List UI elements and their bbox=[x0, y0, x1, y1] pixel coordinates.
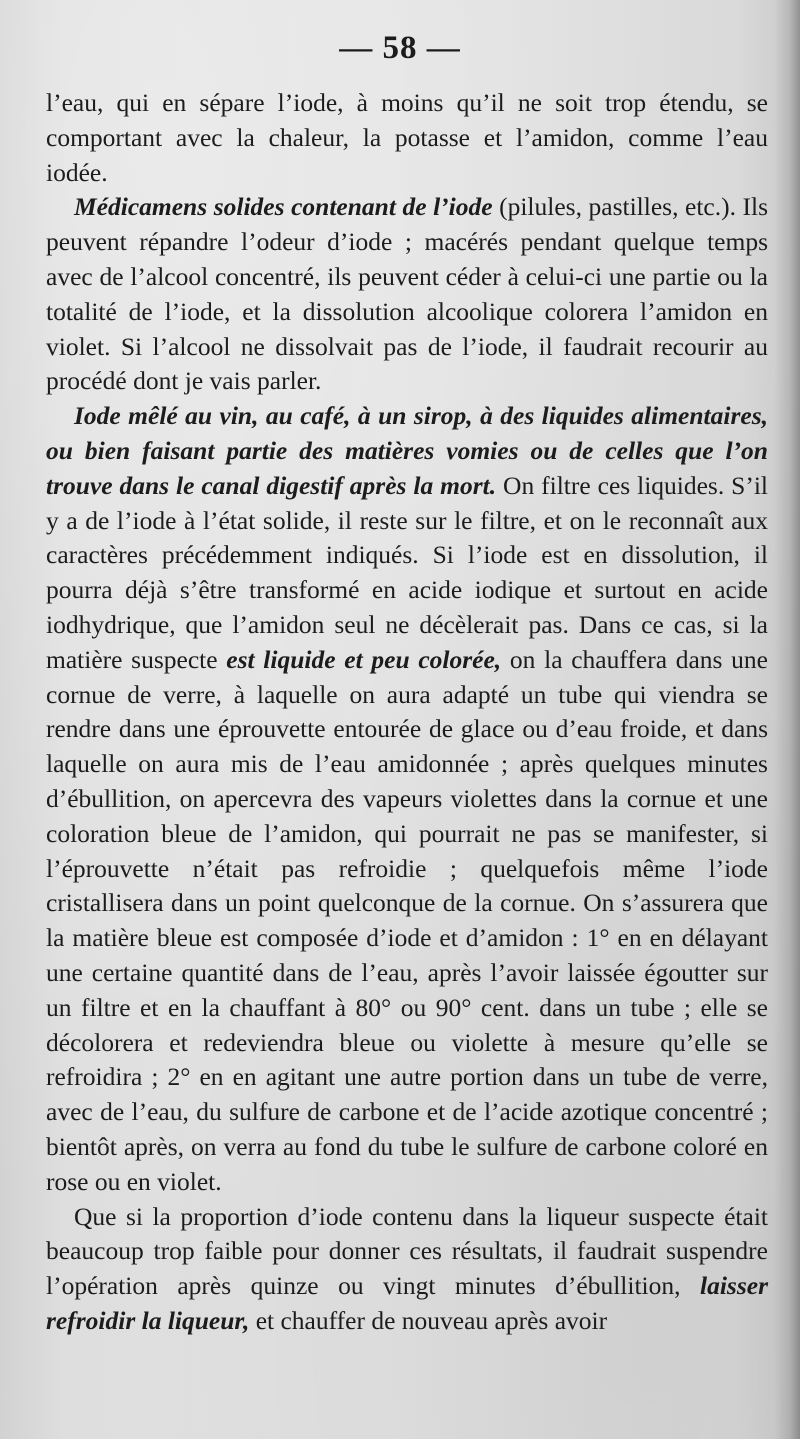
paragraph-text: On filtre ces liquides. S’il y a de l’iode à l’état solide, il reste sur le filtre, et on le reconnaît aux caractères précédemment indiqués. Si l’iode est en dissolution, il pourra déjà s’être transformé en acide iodique et surtout en acide iodhydrique, que l’amidon seul ne décèlerait pas. Dans ce cas, si la matière suspecte bbox=[46, 470, 769, 674]
italic-heading-text: Iode mêlé au vin, au café, à un sirop, à des liquides alimentaires, ou bien faisant partie des matières vomies ou de celles que l’on trouve dans le canal digestif après la mort. bbox=[46, 401, 768, 500]
paragraph-text: l’eau, qui en sépare l’iode, à moins qu’il ne soit trop étendu, se comportant avec la chaleur, la potasse et l’amidon, comme l’eau iodée. bbox=[46, 88, 768, 187]
page-number: — 58 — bbox=[339, 30, 461, 66]
italic-heading-text: Médicamens solides contenant de l’iode bbox=[74, 192, 493, 222]
body-text bbox=[46, 86, 768, 1339]
paragraph-text: on la chauffera dans une cornue de verre, à laquelle on aura adapté un tube qui viendra se rendre dans une éprouvette entourée de glace ou d’eau froide, et dans laquelle on aura mis de l’eau amidonnée ; après quelques minutes d’ébullition, on apercevra des vapeurs violettes dans la cornue et une coloration bleue de l’amidon, qui pourrait ne pas se manifester, si l’éprouvette n’était pas refroidie ; quelquefois même l’iode cristallisera dans un point quelconque de la cornue. On s’assurera que la matière bleue est composée d’iode et d’amidon : 1° en en délayant une certaine quantité dans de l’eau, après l’avoir laissée égoutter sur un filtre et en la chauffant à 80° ou 90° cent. dans un tube ; elle se décolorera et redeviendra bleue ou violette à mesure qu’elle se refroidira ; 2° en en agitant une autre portion dans un tube de verre, avec de l’eau, du sulfure de carbone et de l’acide azotique concentré ; bientôt après, on verra au fond du tube le sulfure de carbone coloré en rose ou en violet. bbox=[46, 644, 768, 1196]
italic-heading-text: laisser refroidir la liqueur, bbox=[46, 1271, 768, 1335]
paragraph-text: Que si la proportion d’iode contenu dans la liqueur suspecte était beaucoup trop faible pour donner ces résultats, il faudrait suspendre l’opération après quinze ou vingt minutes d’ébullition, bbox=[46, 1201, 768, 1301]
paragraph bbox=[46, 190, 768, 399]
paragraph-text: et chauffer de nouveau après avoir bbox=[249, 1305, 608, 1335]
italic-heading-text: est liquide et peu colorée, bbox=[226, 644, 502, 674]
paragraph bbox=[46, 399, 768, 1199]
page-edge-shadow bbox=[774, 0, 800, 1439]
paragraph-text: (pilules, pastilles, etc.). Ils peuvent répandre l’odeur d’iode ; macérés pendant quelque temps avec de l’alcool concentré, ils peuvent céder à celui-ci une partie ou la totalité de l’iode, et la dissolution alcoolique colorera l’amidon en violet. Si l’alcool ne dissolvait pas de l’iode, il faudrait recourir au procédé dont je vais parler. bbox=[46, 192, 768, 396]
paragraph bbox=[46, 1200, 768, 1339]
paragraph bbox=[46, 86, 768, 190]
